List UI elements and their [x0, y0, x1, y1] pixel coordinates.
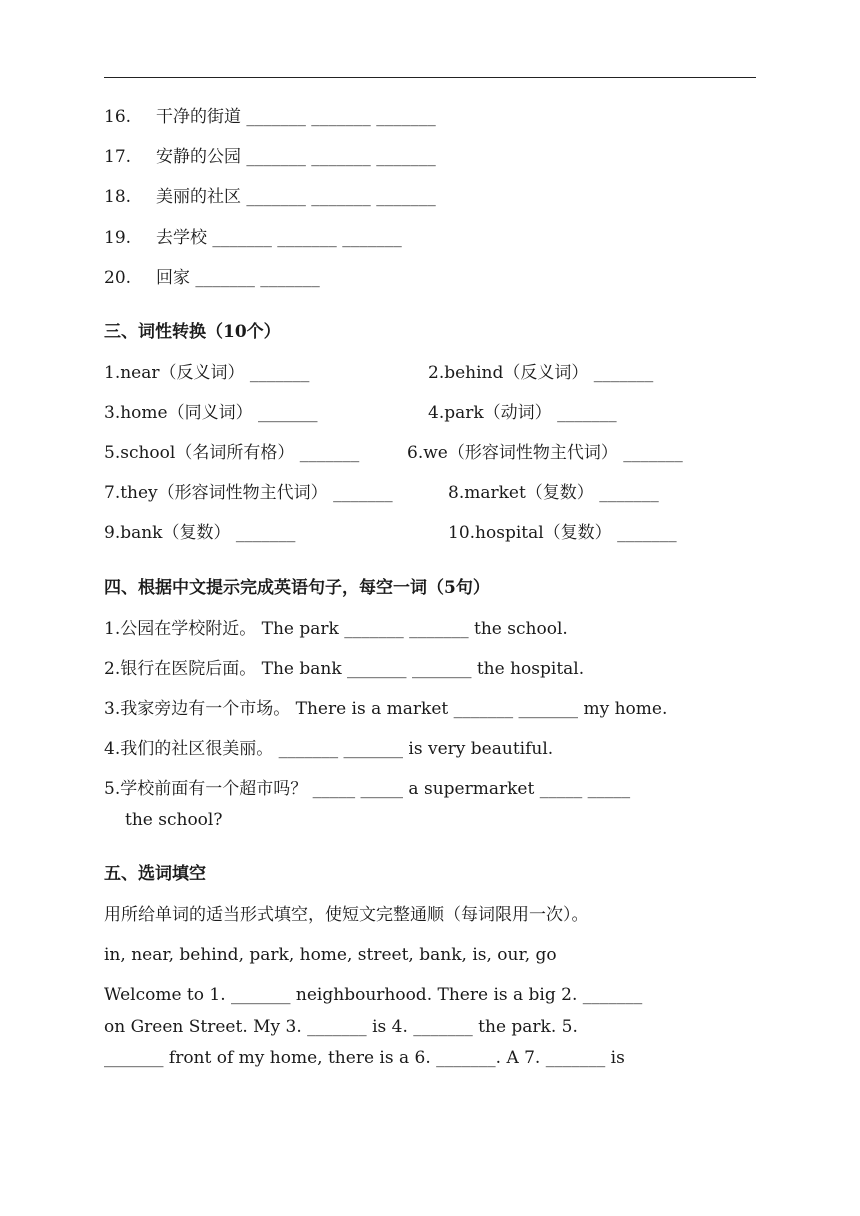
sentence-item: 1.公园在学校附近。 The park _______ _______ the school.	[104, 619, 568, 639]
word-bank: in, near, behind, park, home, street, bank, is, our, go	[104, 945, 557, 965]
item-text: 回家 _______ _______	[156, 268, 320, 288]
item-text: 美丽的社区 _______ _______ _______	[156, 187, 436, 207]
item-text: 干净的街道 _______ _______ _______	[156, 107, 436, 127]
item-number: 17.	[104, 147, 132, 167]
item-number: 16.	[104, 107, 132, 127]
sentence-item: 5.学校前面有一个超市吗？ _____ _____ a supermarket _____ _____	[104, 779, 631, 799]
conversion-item: 7.they（形容词性物主代词） _______	[104, 483, 393, 503]
conversion-item: 5.school（名词所有格） _______	[104, 443, 360, 463]
sentence-item: 2.银行在医院后面。 The bank _______ _______ the hospital.	[104, 659, 585, 679]
conversion-item: 8.market（复数） _______	[448, 483, 659, 503]
item-text: 去学校 _______ _______ _______	[156, 228, 402, 248]
section-4-title: 四、根据中文提示完成英语句子，每空一词（5句）	[104, 578, 490, 598]
passage-line: on Green Street. My 3. _______ is 4. _______ the park. 5.	[104, 1017, 578, 1037]
conversion-item: 4.park（动词） _______	[428, 403, 617, 423]
instruction-text: 用所给单词的适当形式填空，使短文完整通顺（每词限用一次）。	[104, 905, 589, 925]
phrase-item	[104, 267, 320, 289]
passage-line: _______ front of my home, there is a 6. _______. A 7. _______ is	[104, 1048, 625, 1068]
item-number: 19.	[104, 228, 132, 248]
phrase-item	[104, 146, 436, 168]
section-5-title: 五、选词填空	[104, 864, 206, 884]
conversion-item: 10.hospital（复数） _______	[448, 523, 677, 543]
item-number: 20.	[104, 268, 132, 288]
passage-line: Welcome to 1. _______ neighbourhood. There is a big 2. _______	[104, 985, 643, 1005]
phrase-item	[104, 186, 436, 208]
header-rule	[104, 77, 756, 78]
conversion-item: 1.near（反义词） _______	[104, 363, 310, 383]
conversion-item: 2.behind（反义词） _______	[428, 363, 654, 383]
conversion-item: 3.home（同义词） _______	[104, 403, 318, 423]
item-text: 安静的公园 _______ _______ _______	[156, 147, 436, 167]
sentence-continuation: the school?	[125, 810, 223, 830]
phrase-item	[104, 106, 436, 128]
item-number: 18.	[104, 187, 132, 207]
conversion-item: 6.we（形容词性物主代词） _______	[407, 443, 683, 463]
sentence-item: 3.我家旁边有一个市场。 There is a market _______ _______ my home.	[104, 699, 668, 719]
section-3-title: 三、词性转换（10个）	[104, 322, 281, 342]
phrase-item	[104, 227, 402, 249]
sentence-item: 4.我们的社区很美丽。 _______ _______ is very beautiful.	[104, 739, 554, 759]
conversion-item: 9.bank（复数） _______	[104, 523, 296, 543]
